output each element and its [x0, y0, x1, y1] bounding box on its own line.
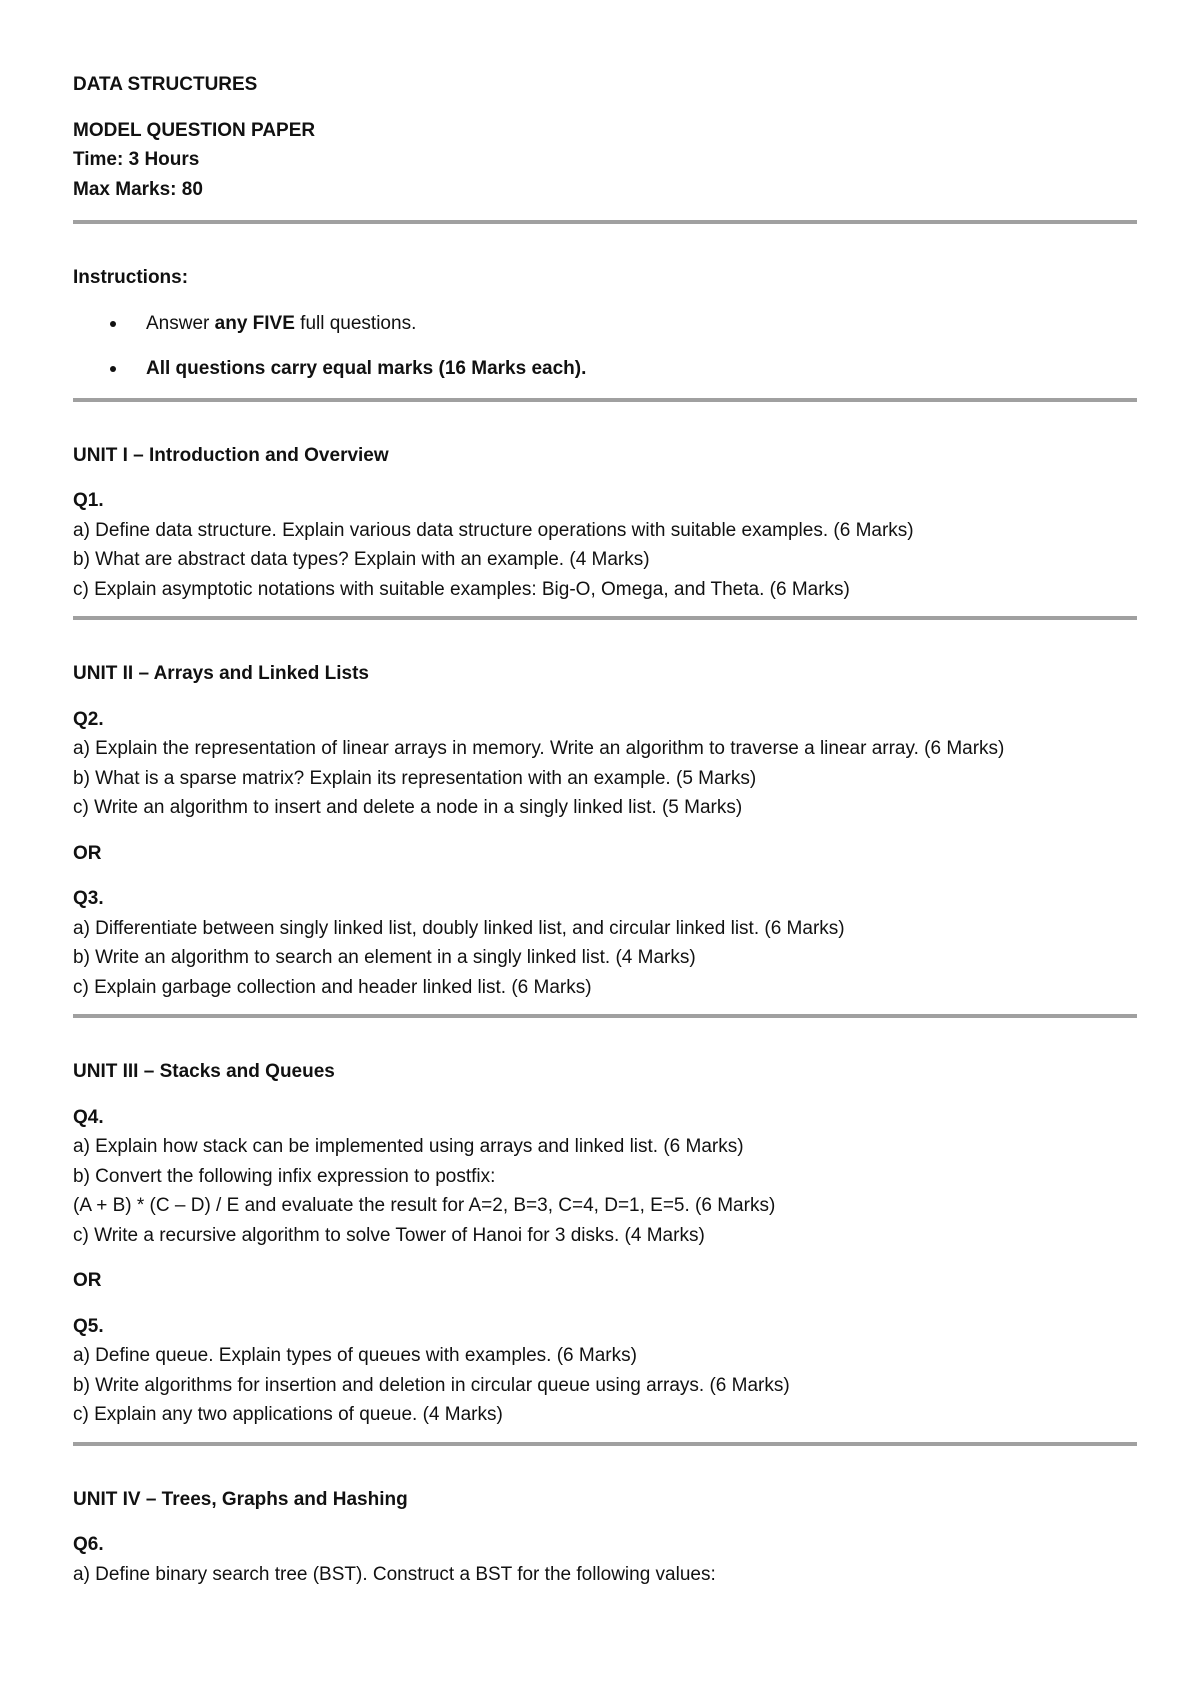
- question-part: c) Explain garbage collection and header linked list. (6 Marks): [73, 976, 592, 998]
- instructions-title: Instructions:: [73, 267, 189, 288]
- unit-title: UNIT II – Arrays and Linked Lists: [73, 663, 369, 684]
- question-part: a) Differentiate between singly linked list, doubly linked list, and circular linked list. (6 Marks): [73, 917, 845, 939]
- instructions-list: [73, 309, 1137, 384]
- unit-title: UNIT III – Stacks and Queues: [73, 1061, 335, 1082]
- question-part: a) Define binary search tree (BST). Construct a BST for the following values:: [73, 1563, 716, 1585]
- question-part: (A + B) * (C – D) / E and evaluate the result for A=2, B=3, C=4, D=1, E=5. (6 Marks): [73, 1195, 776, 1216]
- question-part: b) Write algorithms for insertion and deletion in circular queue using arrays. (6 Marks): [73, 1374, 790, 1396]
- question-part: b) What are abstract data types? Explain with an example. (4 Marks): [73, 549, 650, 570]
- unit-title: UNIT I – Introduction and Overview: [73, 444, 389, 466]
- question-label: Q4.: [73, 1106, 104, 1128]
- question-part: c) Explain asymptotic notations with suitable examples: Big-O, Omega, and Theta. (6 Marks): [73, 578, 850, 600]
- bullet-icon: [110, 366, 116, 372]
- question-part: b) What is a sparse matrix? Explain its representation with an example. (5 Marks): [73, 767, 757, 789]
- question-label: Q1.: [73, 490, 104, 511]
- question-part: b) Write an algorithm to search an element in a singly linked list. (4 Marks): [73, 947, 696, 968]
- question-label: Q5.: [73, 1315, 104, 1337]
- instruction-item: Answer any FIVE full questions.: [73, 309, 1137, 339]
- bullet-icon: [110, 321, 116, 327]
- question-part: c) Write a recursive algorithm to solve Tower of Hanoi for 3 disks. (4 Marks): [73, 1224, 705, 1246]
- question-part: b) Convert the following infix expression to postfix:: [73, 1165, 496, 1187]
- or-separator: OR: [73, 842, 102, 864]
- document-body: [73, 70, 1137, 1589]
- question-label: Q2.: [73, 708, 104, 730]
- question-part: c) Explain any two applications of queue. (4 Marks): [73, 1404, 503, 1425]
- paper-type: MODEL QUESTION PAPER: [73, 119, 316, 141]
- unit-title: UNIT IV – Trees, Graphs and Hashing: [73, 1488, 408, 1510]
- question-label: Q6.: [73, 1534, 104, 1555]
- subject-title: DATA STRUCTURES: [73, 74, 258, 95]
- question-part: c) Write an algorithm to insert and delete a node in a singly linked list. (5 Marks): [73, 797, 743, 818]
- instruction-item: All questions carry equal marks (16 Marks each).: [73, 354, 1137, 384]
- question-part: a) Define data structure. Explain various data structure operations with suitable examples. (6 Marks): [73, 519, 914, 541]
- question-part: a) Define queue. Explain types of queues with examples. (6 Marks): [73, 1345, 637, 1366]
- question-label: Q3.: [73, 888, 104, 909]
- or-separator: OR: [73, 1270, 102, 1291]
- time-allowed: Time: 3 Hours: [73, 149, 200, 170]
- question-part: a) Explain the representation of linear arrays in memory. Write an algorithm to traverse a linear array. (6 Marks): [73, 738, 1005, 759]
- max-marks: Max Marks: 80: [73, 178, 203, 200]
- question-part: a) Explain how stack can be implemented using arrays and linked list. (6 Marks): [73, 1136, 744, 1157]
